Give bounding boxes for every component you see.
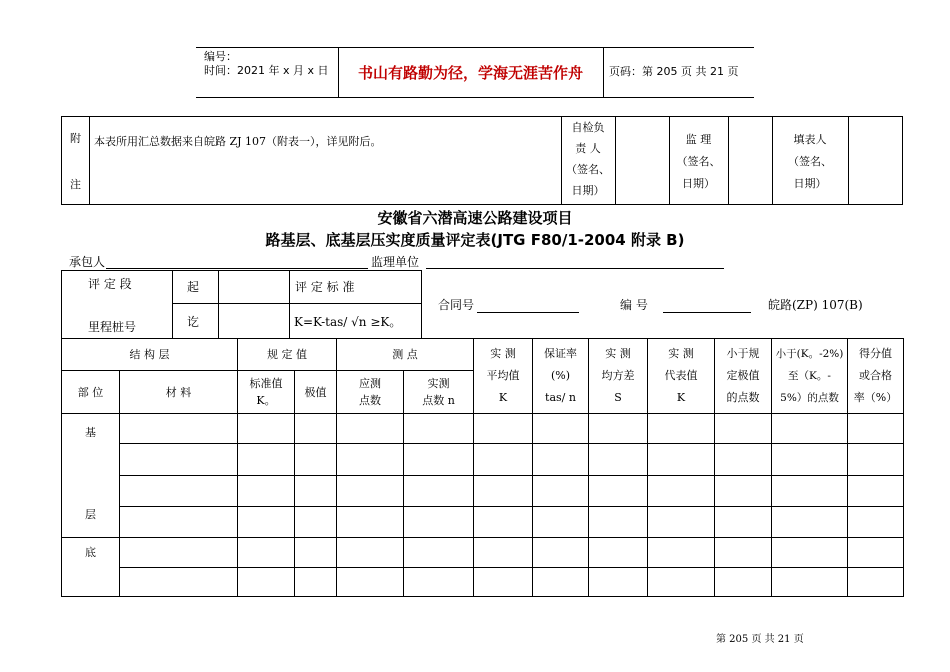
- cell: [648, 507, 715, 538]
- title-line-1: 安徽省六潜高速公路建设项目: [377, 209, 573, 227]
- cell: [238, 538, 295, 568]
- extreme-value-header: 极值: [295, 371, 337, 414]
- cell: [238, 507, 295, 538]
- cell: [715, 414, 772, 444]
- std-dev-l1: 实 测: [605, 347, 631, 360]
- std-value-header: [238, 371, 295, 414]
- cell: [648, 538, 715, 568]
- cell: [772, 538, 848, 568]
- info-v4: [421, 270, 422, 339]
- should-measure-l2: 点数: [359, 394, 381, 407]
- compaction-table: [61, 338, 904, 597]
- below-spec-header: [715, 339, 772, 414]
- base-layer-label-1: 基: [85, 426, 96, 439]
- table-row: [62, 444, 904, 476]
- contractor-underline: [106, 268, 368, 269]
- cell: [715, 568, 772, 597]
- cell: [404, 414, 474, 444]
- guarantee-rate-header: [533, 339, 589, 414]
- actual-measure-l1: 实测: [427, 377, 450, 390]
- should-measure-l1: 应测: [359, 377, 381, 390]
- cell: [474, 476, 533, 507]
- supervision-label: 监理单位: [371, 255, 420, 269]
- doc-number-label: 编号：: [204, 50, 237, 63]
- info-v0: [61, 270, 62, 339]
- cell: [772, 568, 848, 597]
- std-dev-l3: S: [614, 391, 622, 404]
- representative-l3: K: [676, 391, 686, 404]
- measure-point-header: 测 点: [337, 339, 474, 371]
- base-layer-label-box: [62, 414, 119, 528]
- below-range-l2: 至（K。-: [788, 370, 831, 382]
- cell: [474, 507, 533, 538]
- cell: [404, 444, 474, 476]
- note-label-top: 附: [70, 132, 81, 145]
- cell: [848, 507, 904, 538]
- cell: [120, 476, 238, 507]
- cell: [772, 414, 848, 444]
- cell: [474, 568, 533, 597]
- cell: [337, 444, 404, 476]
- table-row: [62, 507, 904, 538]
- below-spec-l2: 定极值: [726, 369, 760, 382]
- cell: [589, 476, 648, 507]
- start-label: 起: [187, 280, 200, 294]
- self-check-line-4: 日期）: [571, 184, 605, 197]
- cell: [589, 507, 648, 538]
- standard-label: 评 定 标 准: [295, 280, 355, 294]
- std-dev-l2: 均方差: [601, 369, 635, 382]
- filler-line-3: 日期）: [793, 177, 827, 190]
- cell: [337, 476, 404, 507]
- cell: [589, 414, 648, 444]
- supervisor-line-3: 日期）: [682, 177, 715, 190]
- cell: [533, 444, 589, 476]
- cell: [648, 444, 715, 476]
- doc-time: 时间：2021 年 x 月 x 日: [204, 64, 329, 77]
- remarks-bottom: [61, 204, 903, 205]
- info-top: [61, 270, 421, 271]
- supervisor-line-2: （签名、: [676, 155, 721, 168]
- contract-label: 合同号: [438, 298, 475, 312]
- cell: [648, 414, 715, 444]
- supervisor-line-1: 监 理: [685, 133, 712, 146]
- material-header: 材 料: [120, 371, 238, 414]
- page-info: 页码：第 205 页 共 21 页: [609, 65, 739, 78]
- base-layer-label-2: 层: [85, 508, 96, 521]
- motto-text: 书山有路勤为径，学海无涯苦作舟: [357, 64, 583, 82]
- cell: [295, 414, 337, 444]
- header-divider-right: [603, 47, 604, 97]
- score-header: [848, 339, 904, 414]
- cell: [848, 538, 904, 568]
- spec-value-header: 规 定 值: [238, 339, 337, 371]
- mean-value-l3: K: [498, 391, 508, 404]
- cell: [238, 568, 295, 597]
- info-mid: [172, 303, 421, 304]
- mean-value-l1: 实 测: [490, 347, 516, 360]
- filler-line-1: 填表人: [793, 133, 827, 146]
- cell: [715, 476, 772, 507]
- cell: [648, 568, 715, 597]
- info-v1: [172, 270, 173, 339]
- cell: [337, 538, 404, 568]
- cell: [474, 538, 533, 568]
- below-range-l1: 小于(K。-2%): [775, 348, 844, 360]
- remarks-v0: [61, 116, 62, 204]
- standard-formula: K=K-tas/ √n ≥K。: [294, 315, 402, 329]
- cell: [533, 507, 589, 538]
- remarks-v1: [89, 116, 90, 204]
- cell: [238, 444, 295, 476]
- remarks-v8: [902, 116, 903, 204]
- cell: [772, 507, 848, 538]
- filler-line-2: （签名、: [788, 155, 832, 168]
- cell: [589, 444, 648, 476]
- cell: [120, 538, 238, 568]
- cell: [337, 568, 404, 597]
- std-value-l2: K。: [256, 394, 276, 407]
- note-text: 本表所用汇总数据来自皖路 ZJ 107（附表一），详见附后。: [94, 135, 382, 148]
- score-l3: 率（%）: [853, 391, 898, 404]
- table-row: [62, 414, 904, 444]
- table-row: [62, 538, 904, 568]
- cell: [533, 538, 589, 568]
- below-range-l3: 5%）的点数: [780, 392, 839, 404]
- cell: [120, 507, 238, 538]
- supervision-underline: [426, 268, 724, 269]
- representative-l2: 代表值: [664, 369, 698, 382]
- representative-l1: 实 测: [668, 347, 694, 360]
- cell: [848, 444, 904, 476]
- cell: [337, 414, 404, 444]
- cell: [848, 414, 904, 444]
- self-check-line-1: 自检负: [571, 121, 605, 134]
- number-label: 编 号: [620, 298, 648, 312]
- number-underline: [663, 312, 751, 313]
- guarantee-rate-l3: tas/ n: [545, 391, 576, 404]
- cell: [120, 568, 238, 597]
- cell: [295, 476, 337, 507]
- score-l1: 得分值: [859, 347, 892, 360]
- guarantee-rate-l2: (%): [550, 369, 571, 382]
- mean-value-l2: 平均值: [486, 369, 520, 382]
- cell: [120, 414, 238, 444]
- cell: [238, 414, 295, 444]
- cell: [120, 444, 238, 476]
- cell: [404, 538, 474, 568]
- position-header: 部 位: [62, 371, 120, 414]
- cell: [533, 568, 589, 597]
- cell: [533, 476, 589, 507]
- below-spec-l3: 的点数: [726, 391, 760, 404]
- cell: [474, 414, 533, 444]
- self-check-line-2: 责 人: [575, 142, 601, 155]
- guarantee-rate-l1: 保证率: [544, 347, 577, 360]
- representative-header: [648, 339, 715, 414]
- info-v3: [289, 270, 290, 339]
- cell: [589, 538, 648, 568]
- remarks-v5: [728, 116, 729, 204]
- end-label: 讫: [187, 315, 200, 329]
- cell: [589, 568, 648, 597]
- cell: [295, 568, 337, 597]
- table-row: [62, 476, 904, 507]
- cell: [404, 507, 474, 538]
- cell: [295, 538, 337, 568]
- header-bottom-rule: [196, 97, 754, 98]
- cell: [238, 476, 295, 507]
- subbase-position: [62, 538, 120, 597]
- section-label: 评 定 段: [88, 277, 132, 291]
- cell: [772, 444, 848, 476]
- cell: [337, 507, 404, 538]
- cell: [648, 476, 715, 507]
- cell: [772, 476, 848, 507]
- structure-layer-header: 结 构 层: [62, 339, 238, 371]
- actual-measure-l2: 点数 n: [422, 394, 455, 407]
- footer-page-number: 第 205 页 共 21 页: [716, 634, 804, 645]
- header-row-1: [62, 339, 904, 371]
- remarks-top: [61, 116, 903, 117]
- should-measure-header: [337, 371, 404, 414]
- cell: [848, 476, 904, 507]
- below-range-header: [772, 339, 848, 414]
- base-layer-position: [62, 414, 120, 538]
- cell: [404, 568, 474, 597]
- score-l2: 或合格: [859, 369, 892, 382]
- below-spec-l1: 小于规: [726, 347, 760, 360]
- cell: [715, 507, 772, 538]
- note-label-bottom: 注: [70, 178, 81, 191]
- header-top-rule: [196, 47, 754, 48]
- contract-underline: [477, 312, 579, 313]
- std-dev-header: [589, 339, 648, 414]
- mean-value-header: [474, 339, 533, 414]
- actual-measure-header: [404, 371, 474, 414]
- cell: [533, 414, 589, 444]
- contractor-label: 承包人: [69, 255, 106, 269]
- subbase-label: 底: [85, 546, 96, 559]
- table-row: [62, 568, 904, 597]
- remarks-v7: [848, 116, 849, 204]
- cell: [404, 476, 474, 507]
- stake-label: 里程桩号: [88, 320, 137, 334]
- cell: [715, 538, 772, 568]
- std-value-l1: 标准值: [249, 377, 283, 390]
- remarks-v3: [615, 116, 616, 204]
- form-code: 皖路(ZP) 107(B): [768, 298, 863, 312]
- cell: [715, 444, 772, 476]
- cell: [474, 444, 533, 476]
- cell: [848, 568, 904, 597]
- cell: [295, 507, 337, 538]
- self-check-line-3: （签名、: [566, 163, 610, 176]
- title-line-2: 路基层、底基层压实度质量评定表(JTG F80/1-2004 附录 B): [265, 231, 685, 249]
- cell: [295, 444, 337, 476]
- info-v2: [218, 270, 219, 339]
